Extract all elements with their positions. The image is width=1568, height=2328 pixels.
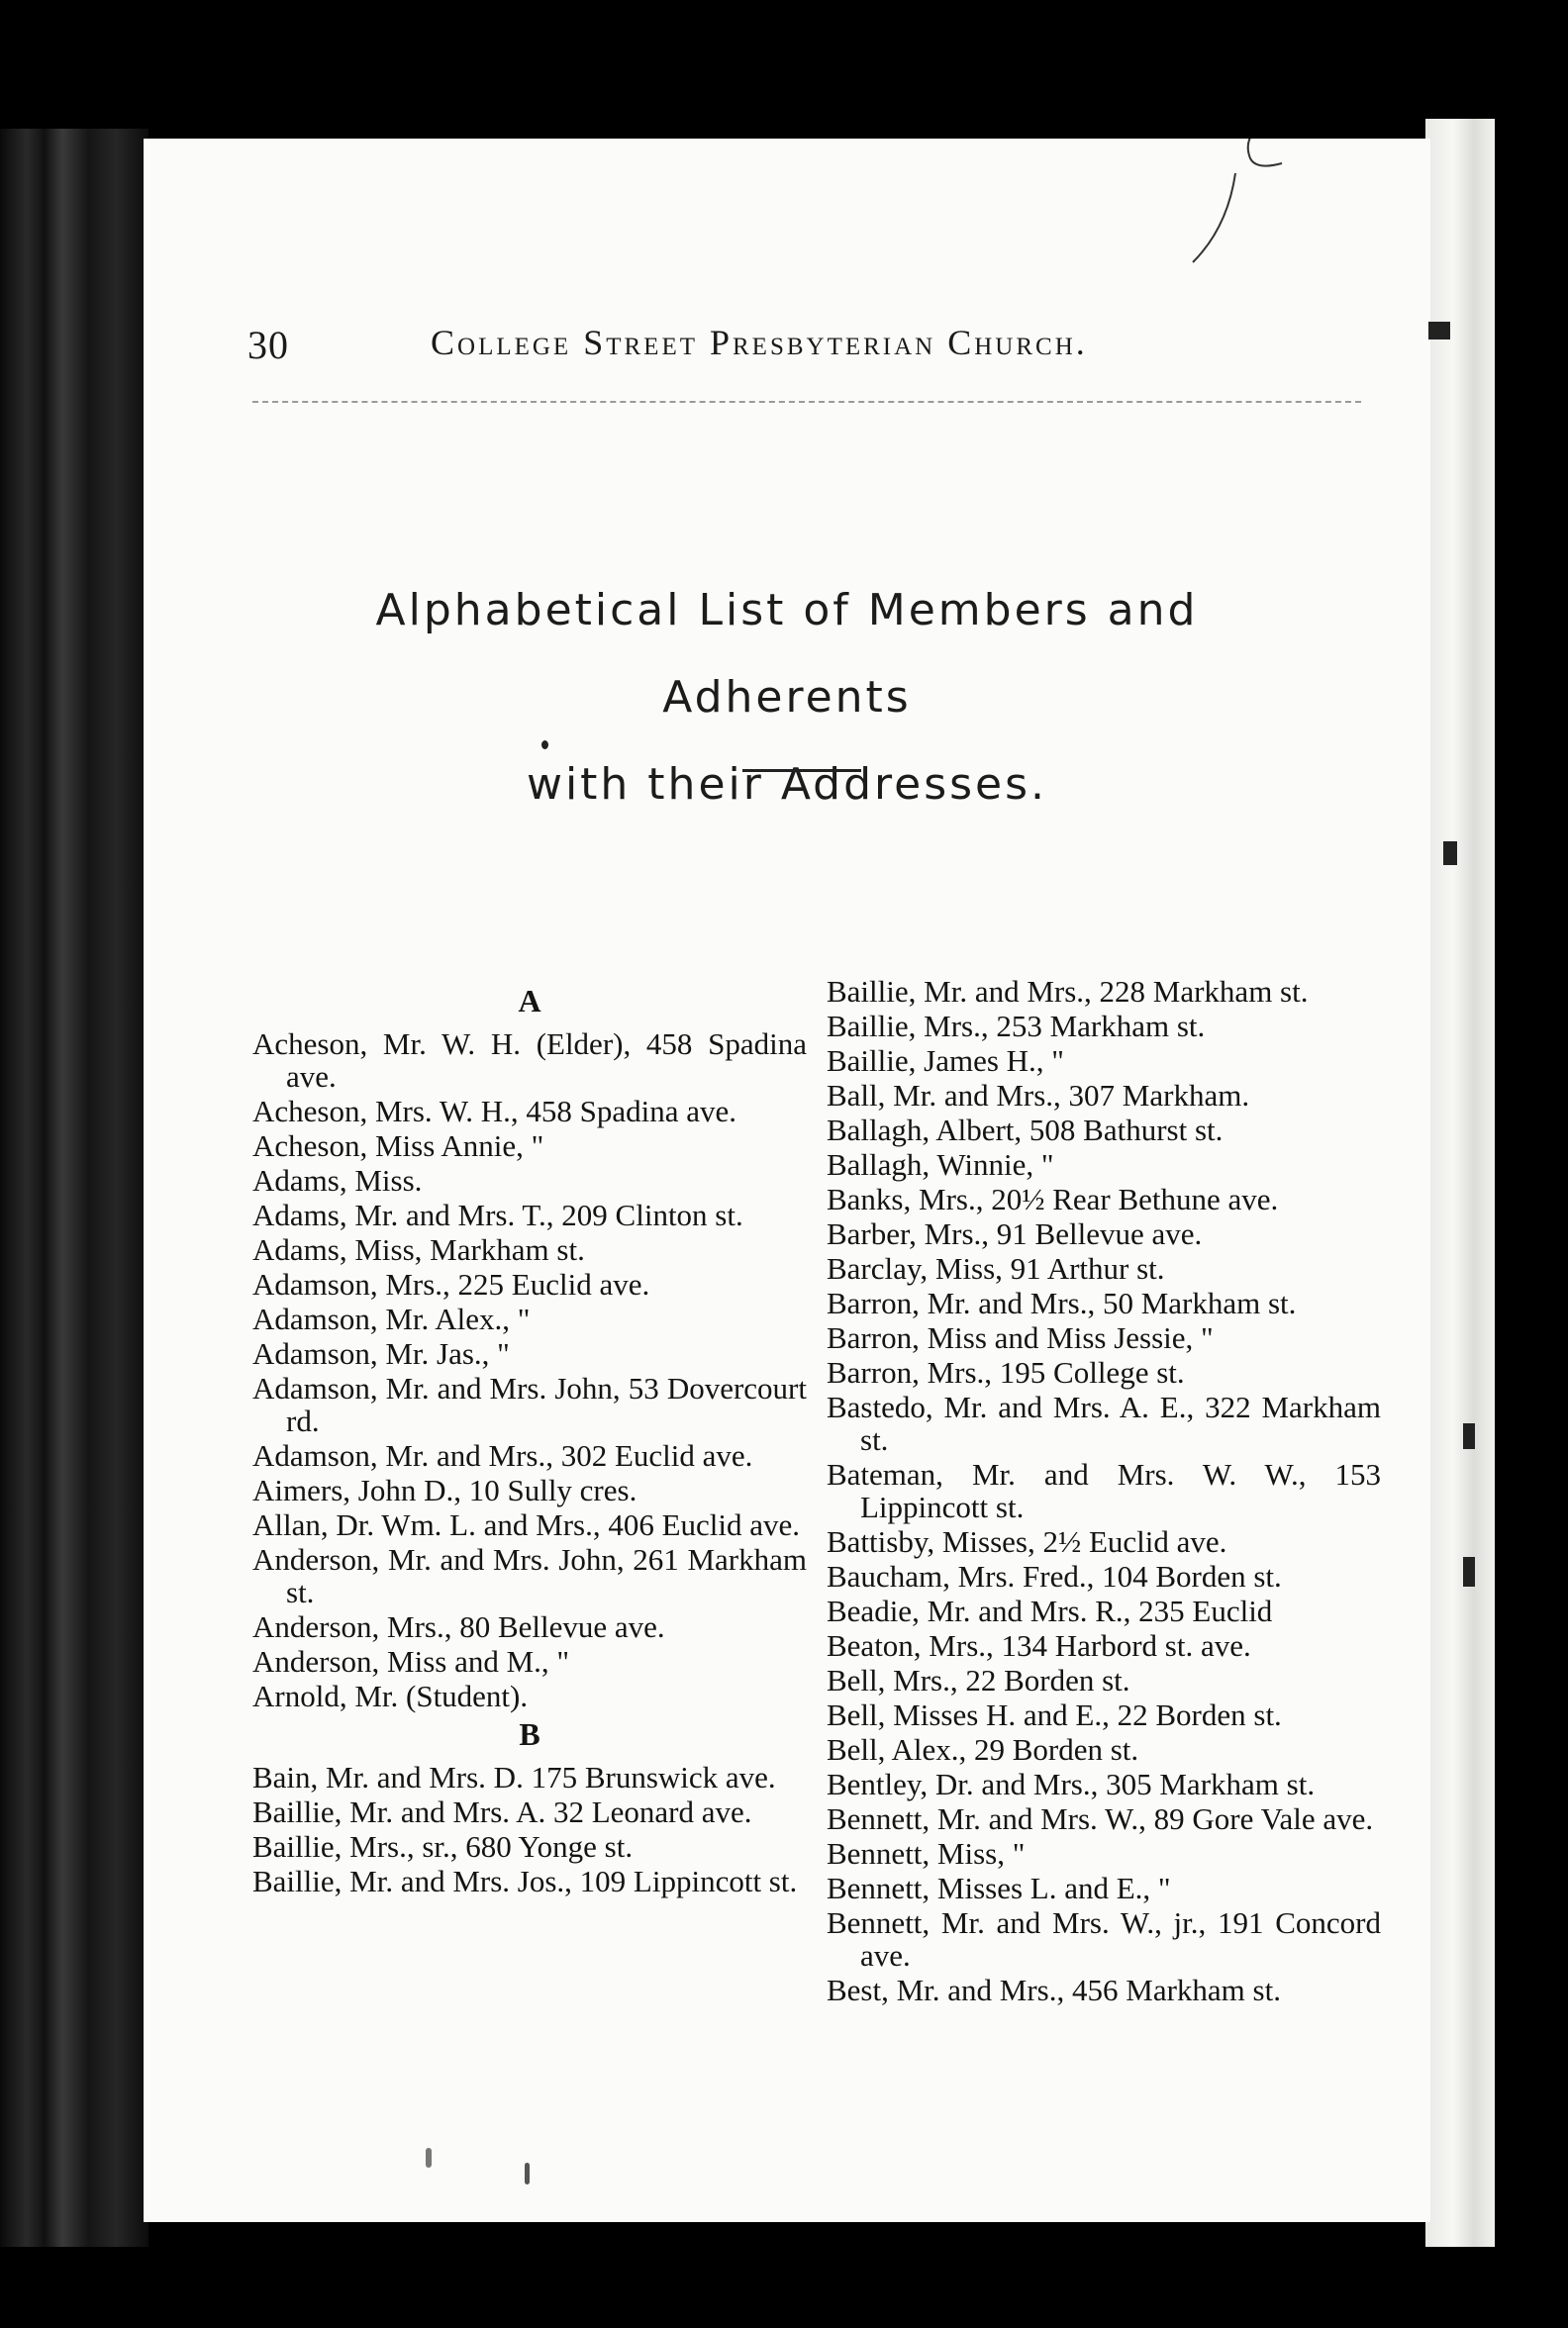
list-item: Bain, Mr. and Mrs. D. 175 Brunswick ave. (252, 1760, 776, 1794)
ink-speck (525, 2163, 530, 2184)
list-item: Baillie, Mrs., sr., 680 Yonge st. (252, 1829, 634, 1864)
book-spine (0, 129, 148, 2247)
running-header (144, 322, 1430, 381)
list-item: Bennett, Mr. and Mrs. W., 89 Gore Vale ave. (827, 1801, 1374, 1836)
list-item: Adamson, Mr. and Mrs., 302 Euclid ave. (252, 1438, 753, 1473)
list-item: Adamson, Mr. and Mrs. John, 53 Dovercourt rd. (252, 1371, 807, 1438)
list-item: Barclay, Miss, 91 Arthur st. (827, 1251, 1165, 1286)
list-item: Bateman, Mr. and Mrs. W. W., 153 Lippincott st. (827, 1457, 1381, 1524)
list-item: Barron, Mr. and Mrs., 50 Markham st. (827, 1286, 1297, 1320)
list-item: Baillie, Mr. and Mrs. Jos., 109 Lippincott st. (252, 1864, 798, 1898)
section-letter-b: B (519, 1716, 540, 1752)
list-item: Baillie, James H., " (827, 1043, 1064, 1078)
list-item: Acheson, Miss Annie, " (252, 1128, 544, 1163)
list-item: Acheson, Mrs. W. H., 458 Spadina ave. (252, 1094, 737, 1128)
list-item: Aimers, John D., 10 Sully cres. (252, 1473, 637, 1507)
list-item: Arnold, Mr. (Student). (252, 1679, 529, 1713)
section-letter-a: A (518, 983, 541, 1018)
header-rule (252, 401, 1361, 403)
left-column (252, 985, 807, 1899)
page-title (262, 567, 1312, 828)
ink-speck (541, 740, 548, 749)
binding-clip (1463, 1423, 1475, 1449)
list-item: Ball, Mr. and Mrs., 307 Markham. (827, 1078, 1250, 1113)
list-item: Bell, Alex., 29 Borden st. (827, 1732, 1139, 1767)
list-item: Barron, Miss and Miss Jessie, " (827, 1320, 1214, 1355)
list-item: Bennett, Miss, " (827, 1836, 1026, 1871)
list-item: Ballagh, Albert, 508 Bathurst st. (827, 1113, 1224, 1147)
list-item: Best, Mr. and Mrs., 456 Markham st. (827, 1973, 1281, 2007)
list-item: Bastedo, Mr. and Mrs. A. E., 322 Markham st. (827, 1390, 1381, 1457)
list-item: Adamson, Mrs., 225 Euclid ave. (252, 1267, 650, 1302)
ink-speck (426, 2148, 432, 2168)
pencil-mark (1133, 139, 1351, 297)
list-item: Banks, Mrs., 20½ Rear Bethune ave. (827, 1182, 1279, 1216)
entries-a-list (252, 1027, 807, 1712)
list-item: Adamson, Mr. Jas., " (252, 1336, 510, 1371)
binding-clip (1463, 1557, 1475, 1587)
book-page (144, 139, 1430, 2222)
list-item: Bell, Misses H. and E., 22 Borden st. (827, 1698, 1282, 1732)
list-item: Adams, Miss, Markham st. (252, 1232, 585, 1267)
list-item: Adams, Miss. (252, 1163, 423, 1198)
list-item: Anderson, Mr. and Mrs. John, 261 Markham st. (252, 1542, 807, 1609)
list-item: Adamson, Mr. Alex., " (252, 1302, 531, 1336)
entries-b-list (252, 1761, 807, 1897)
right-column (827, 975, 1381, 2008)
list-item: Baillie, Mrs., 253 Markham st. (827, 1009, 1206, 1043)
list-item: Bennett, Mr. and Mrs. W., jr., 191 Concord ave. (827, 1905, 1381, 1973)
list-item: Baillie, Mr. and Mrs. A. 32 Leonard ave. (252, 1794, 752, 1829)
title-rule (742, 769, 861, 772)
list-item: Battisby, Misses, 2½ Euclid ave. (827, 1524, 1227, 1559)
list-item: Anderson, Mrs., 80 Bellevue ave. (252, 1609, 665, 1644)
page-number: 30 (247, 323, 289, 367)
running-title: College Street Presbyterian Church. (431, 323, 1088, 362)
list-item: Bell, Mrs., 22 Borden st. (827, 1663, 1130, 1698)
list-item: Allan, Dr. Wm. L. and Mrs., 406 Euclid ave. (252, 1507, 801, 1542)
title-line-2: with their Addresses. (526, 759, 1048, 810)
binding-clip (1428, 322, 1450, 340)
list-item: Ballagh, Winnie, " (827, 1147, 1054, 1182)
list-item: Baucham, Mrs. Fred., 104 Borden st. (827, 1559, 1282, 1594)
facing-page-edge (1425, 119, 1495, 2247)
list-item: Barron, Mrs., 195 College st. (827, 1355, 1185, 1390)
list-item: Anderson, Miss and M., " (252, 1644, 570, 1679)
list-item: Bennett, Misses L. and E., " (827, 1871, 1171, 1905)
list-item: Baillie, Mr. and Mrs., 228 Markham st. (827, 974, 1309, 1009)
title-line-1: Alphabetical List of Members and Adherents (375, 585, 1199, 723)
list-item: Barber, Mrs., 91 Bellevue ave. (827, 1216, 1203, 1251)
list-item: Beadie, Mr. and Mrs. R., 235 Euclid (827, 1594, 1273, 1628)
list-item: Bentley, Dr. and Mrs., 305 Markham st. (827, 1767, 1316, 1801)
list-item: Acheson, Mr. W. H. (Elder), 458 Spadina ave. (252, 1026, 807, 1094)
list-item: Beaton, Mrs., 134 Harbord st. ave. (827, 1628, 1251, 1663)
binding-clip (1443, 841, 1457, 865)
list-item: Adams, Mr. and Mrs. T., 209 Clinton st. (252, 1198, 743, 1232)
